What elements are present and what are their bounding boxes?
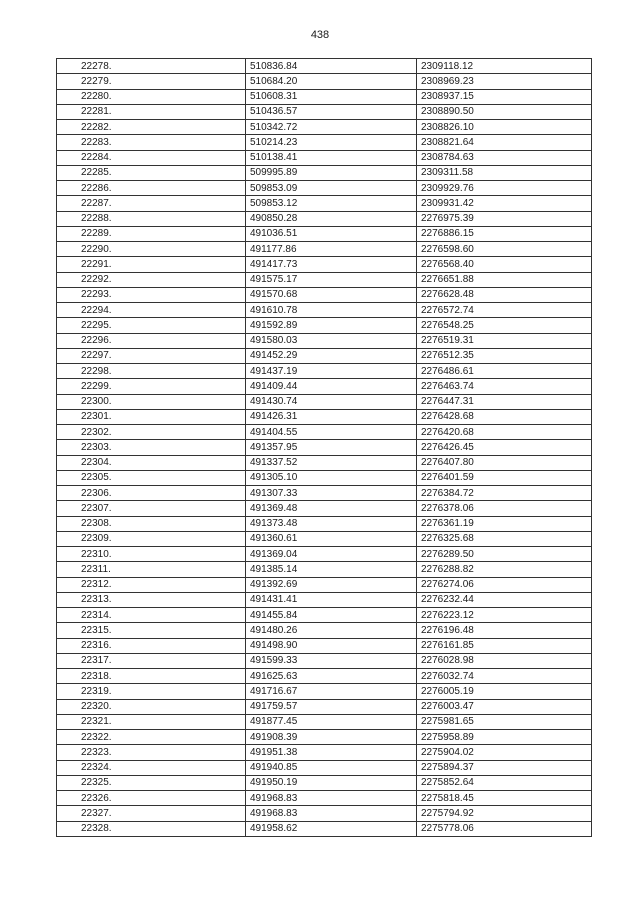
y-coordinate-cell: 2309929.76 (417, 181, 592, 196)
x-coordinate-cell: 491417.73 (246, 257, 417, 272)
table-row (57, 440, 592, 455)
x-coordinate-cell: 491452.29 (246, 348, 417, 363)
point-number-cell: 22324. (57, 760, 246, 775)
point-number-cell: 22316. (57, 638, 246, 653)
table-row (57, 516, 592, 531)
x-coordinate-cell: 491940.85 (246, 760, 417, 775)
y-coordinate-cell: 2276289.50 (417, 547, 592, 562)
x-coordinate-cell: 491392.69 (246, 577, 417, 592)
x-coordinate-cell: 510342.72 (246, 120, 417, 135)
point-number-cell: 22290. (57, 242, 246, 257)
point-number-cell: 22281. (57, 104, 246, 119)
point-number-cell: 22303. (57, 440, 246, 455)
y-coordinate-cell: 2276463.74 (417, 379, 592, 394)
point-number-cell: 22294. (57, 303, 246, 318)
table-row (57, 470, 592, 485)
point-number-cell: 22285. (57, 165, 246, 180)
table-row (57, 806, 592, 821)
point-number-cell: 22305. (57, 470, 246, 485)
point-number-cell: 22323. (57, 745, 246, 760)
point-number-cell: 22286. (57, 181, 246, 196)
coordinates-table (56, 58, 592, 837)
table-row (57, 165, 592, 180)
coordinates-table-body (57, 59, 592, 837)
x-coordinate-cell: 491625.63 (246, 669, 417, 684)
table-row (57, 547, 592, 562)
x-coordinate-cell: 491437.19 (246, 364, 417, 379)
point-number-cell: 22308. (57, 516, 246, 531)
table-row (57, 653, 592, 668)
y-coordinate-cell: 2276426.45 (417, 440, 592, 455)
table-row (57, 242, 592, 257)
y-coordinate-cell: 2276428.68 (417, 409, 592, 424)
table-row (57, 181, 592, 196)
table-row (57, 303, 592, 318)
y-coordinate-cell: 2276407.80 (417, 455, 592, 470)
table-row (57, 501, 592, 516)
point-number-cell: 22312. (57, 577, 246, 592)
table-row (57, 211, 592, 226)
y-coordinate-cell: 2276028.98 (417, 653, 592, 668)
table-row (57, 196, 592, 211)
table-row (57, 409, 592, 424)
x-coordinate-cell: 510214.23 (246, 135, 417, 150)
y-coordinate-cell: 2276378.06 (417, 501, 592, 516)
x-coordinate-cell: 491369.48 (246, 501, 417, 516)
point-number-cell: 22313. (57, 592, 246, 607)
point-number-cell: 22311. (57, 562, 246, 577)
point-number-cell: 22293. (57, 287, 246, 302)
table-row (57, 714, 592, 729)
x-coordinate-cell: 491908.39 (246, 730, 417, 745)
point-number-cell: 22307. (57, 501, 246, 516)
table-row (57, 394, 592, 409)
y-coordinate-cell: 2308821.64 (417, 135, 592, 150)
x-coordinate-cell: 510436.57 (246, 104, 417, 119)
point-number-cell: 22320. (57, 699, 246, 714)
table-row (57, 74, 592, 89)
table-row (57, 669, 592, 684)
x-coordinate-cell: 491426.31 (246, 409, 417, 424)
table-row (57, 623, 592, 638)
point-number-cell: 22284. (57, 150, 246, 165)
point-number-cell: 22321. (57, 714, 246, 729)
x-coordinate-cell: 491610.78 (246, 303, 417, 318)
y-coordinate-cell: 2308890.50 (417, 104, 592, 119)
table-row (57, 89, 592, 104)
point-number-cell: 22283. (57, 135, 246, 150)
y-coordinate-cell: 2276003.47 (417, 699, 592, 714)
x-coordinate-cell: 510138.41 (246, 150, 417, 165)
point-number-cell: 22322. (57, 730, 246, 745)
x-coordinate-cell: 491716.67 (246, 684, 417, 699)
x-coordinate-cell: 509853.12 (246, 196, 417, 211)
y-coordinate-cell: 2275778.06 (417, 821, 592, 836)
y-coordinate-cell: 2276274.06 (417, 577, 592, 592)
x-coordinate-cell: 491177.86 (246, 242, 417, 257)
point-number-cell: 22280. (57, 89, 246, 104)
y-coordinate-cell: 2276486.61 (417, 364, 592, 379)
y-coordinate-cell: 2309931.42 (417, 196, 592, 211)
y-coordinate-cell: 2275904.02 (417, 745, 592, 760)
y-coordinate-cell: 2276196.48 (417, 623, 592, 638)
y-coordinate-cell: 2276568.40 (417, 257, 592, 272)
x-coordinate-cell: 491431.41 (246, 592, 417, 607)
x-coordinate-cell: 491877.45 (246, 714, 417, 729)
table-row (57, 150, 592, 165)
point-number-cell: 22318. (57, 669, 246, 684)
table-row (57, 775, 592, 790)
x-coordinate-cell: 491570.68 (246, 287, 417, 302)
x-coordinate-cell: 510684.20 (246, 74, 417, 89)
point-number-cell: 22278. (57, 59, 246, 74)
x-coordinate-cell: 491357.95 (246, 440, 417, 455)
y-coordinate-cell: 2276420.68 (417, 425, 592, 440)
point-number-cell: 22288. (57, 211, 246, 226)
table-row (57, 531, 592, 546)
table-row (57, 59, 592, 74)
point-number-cell: 22327. (57, 806, 246, 821)
table-row (57, 379, 592, 394)
point-number-cell: 22328. (57, 821, 246, 836)
y-coordinate-cell: 2276361.19 (417, 516, 592, 531)
point-number-cell: 22314. (57, 608, 246, 623)
point-number-cell: 22310. (57, 547, 246, 562)
y-coordinate-cell: 2276325.68 (417, 531, 592, 546)
point-number-cell: 22291. (57, 257, 246, 272)
point-number-cell: 22279. (57, 74, 246, 89)
x-coordinate-cell: 491369.04 (246, 547, 417, 562)
x-coordinate-cell: 509853.09 (246, 181, 417, 196)
point-number-cell: 22301. (57, 409, 246, 424)
x-coordinate-cell: 510608.31 (246, 89, 417, 104)
x-coordinate-cell: 491337.52 (246, 455, 417, 470)
x-coordinate-cell: 491759.57 (246, 699, 417, 714)
table-row (57, 745, 592, 760)
point-number-cell: 22300. (57, 394, 246, 409)
table-row (57, 455, 592, 470)
table-row (57, 120, 592, 135)
x-coordinate-cell: 491307.33 (246, 486, 417, 501)
table-row (57, 699, 592, 714)
table-row (57, 730, 592, 745)
y-coordinate-cell: 2275818.45 (417, 791, 592, 806)
table-row (57, 684, 592, 699)
x-coordinate-cell: 491950.19 (246, 775, 417, 790)
table-row (57, 333, 592, 348)
table-row (57, 486, 592, 501)
y-coordinate-cell: 2276161.85 (417, 638, 592, 653)
point-number-cell: 22287. (57, 196, 246, 211)
table-row (57, 364, 592, 379)
y-coordinate-cell: 2276447.31 (417, 394, 592, 409)
table-row (57, 791, 592, 806)
page-number: 438 (310, 29, 330, 41)
point-number-cell: 22292. (57, 272, 246, 287)
point-number-cell: 22326. (57, 791, 246, 806)
table-row (57, 425, 592, 440)
table-row (57, 287, 592, 302)
y-coordinate-cell: 2275894.37 (417, 760, 592, 775)
x-coordinate-cell: 491968.83 (246, 806, 417, 821)
point-number-cell: 22317. (57, 653, 246, 668)
point-number-cell: 22315. (57, 623, 246, 638)
x-coordinate-cell: 491599.33 (246, 653, 417, 668)
x-coordinate-cell: 490850.28 (246, 211, 417, 226)
table-row (57, 272, 592, 287)
y-coordinate-cell: 2276005.19 (417, 684, 592, 699)
x-coordinate-cell: 491430.74 (246, 394, 417, 409)
y-coordinate-cell: 2275794.92 (417, 806, 592, 821)
table-row (57, 226, 592, 241)
x-coordinate-cell: 491404.55 (246, 425, 417, 440)
point-number-cell: 22289. (57, 226, 246, 241)
y-coordinate-cell: 2276598.60 (417, 242, 592, 257)
y-coordinate-cell: 2276512.35 (417, 348, 592, 363)
x-coordinate-cell: 510836.84 (246, 59, 417, 74)
y-coordinate-cell: 2276519.31 (417, 333, 592, 348)
x-coordinate-cell: 491968.83 (246, 791, 417, 806)
point-number-cell: 22309. (57, 531, 246, 546)
y-coordinate-cell: 2276401.59 (417, 470, 592, 485)
table-row (57, 348, 592, 363)
table-row (57, 638, 592, 653)
point-number-cell: 22302. (57, 425, 246, 440)
x-coordinate-cell: 491455.84 (246, 608, 417, 623)
x-coordinate-cell: 491958.62 (246, 821, 417, 836)
x-coordinate-cell: 491498.90 (246, 638, 417, 653)
y-coordinate-cell: 2276628.48 (417, 287, 592, 302)
table-row (57, 577, 592, 592)
x-coordinate-cell: 491575.17 (246, 272, 417, 287)
y-coordinate-cell: 2309118.12 (417, 59, 592, 74)
y-coordinate-cell: 2308826.10 (417, 120, 592, 135)
x-coordinate-cell: 491580.03 (246, 333, 417, 348)
table-row (57, 257, 592, 272)
point-number-cell: 22298. (57, 364, 246, 379)
x-coordinate-cell: 491409.44 (246, 379, 417, 394)
x-coordinate-cell: 491360.61 (246, 531, 417, 546)
y-coordinate-cell: 2275958.89 (417, 730, 592, 745)
point-number-cell: 22299. (57, 379, 246, 394)
y-coordinate-cell: 2276572.74 (417, 303, 592, 318)
point-number-cell: 22325. (57, 775, 246, 790)
point-number-cell: 22295. (57, 318, 246, 333)
table-row (57, 318, 592, 333)
point-number-cell: 22282. (57, 120, 246, 135)
table-row (57, 608, 592, 623)
x-coordinate-cell: 491951.38 (246, 745, 417, 760)
y-coordinate-cell: 2309311.58 (417, 165, 592, 180)
y-coordinate-cell: 2276232.44 (417, 592, 592, 607)
point-number-cell: 22319. (57, 684, 246, 699)
table-row (57, 562, 592, 577)
point-number-cell: 22306. (57, 486, 246, 501)
x-coordinate-cell: 491036.51 (246, 226, 417, 241)
y-coordinate-cell: 2275852.64 (417, 775, 592, 790)
x-coordinate-cell: 491592.89 (246, 318, 417, 333)
table-row (57, 821, 592, 836)
x-coordinate-cell: 509995.89 (246, 165, 417, 180)
y-coordinate-cell: 2308937.15 (417, 89, 592, 104)
y-coordinate-cell: 2276975.39 (417, 211, 592, 226)
y-coordinate-cell: 2276223.12 (417, 608, 592, 623)
table-row (57, 104, 592, 119)
y-coordinate-cell: 2276886.15 (417, 226, 592, 241)
y-coordinate-cell: 2275981.65 (417, 714, 592, 729)
y-coordinate-cell: 2276032.74 (417, 669, 592, 684)
y-coordinate-cell: 2276651.88 (417, 272, 592, 287)
x-coordinate-cell: 491385.14 (246, 562, 417, 577)
table-row (57, 760, 592, 775)
y-coordinate-cell: 2308969.23 (417, 74, 592, 89)
point-number-cell: 22297. (57, 348, 246, 363)
y-coordinate-cell: 2276384.72 (417, 486, 592, 501)
x-coordinate-cell: 491480.26 (246, 623, 417, 638)
x-coordinate-cell: 491305.10 (246, 470, 417, 485)
y-coordinate-cell: 2308784.63 (417, 150, 592, 165)
table-row (57, 592, 592, 607)
x-coordinate-cell: 491373.48 (246, 516, 417, 531)
y-coordinate-cell: 2276288.82 (417, 562, 592, 577)
point-number-cell: 22304. (57, 455, 246, 470)
table-row (57, 135, 592, 150)
point-number-cell: 22296. (57, 333, 246, 348)
y-coordinate-cell: 2276548.25 (417, 318, 592, 333)
